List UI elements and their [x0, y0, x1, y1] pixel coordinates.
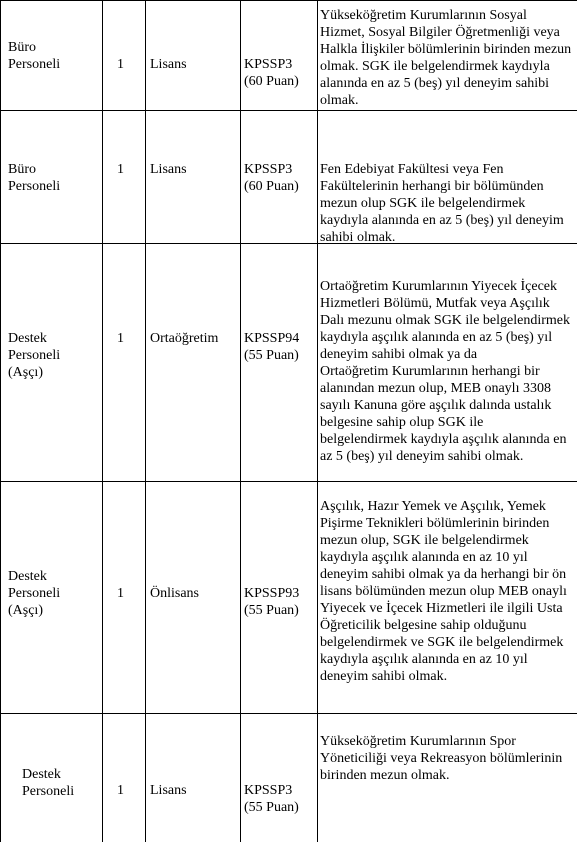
position-count: 1	[117, 331, 124, 346]
position-title: Büro Personeli	[8, 162, 61, 194]
education-level: Ortaöğretim	[150, 331, 219, 346]
table-row	[0, 713, 577, 842]
table-row	[0, 110, 577, 244]
table-row	[0, 481, 577, 714]
kpss-score: KPSSP3 (60 Puan)	[244, 57, 299, 89]
position-count: 1	[117, 57, 124, 72]
requirements-text: Fen Edebiyat Fakültesi veya Fen Fakültelerinin herhangi bir bölümünden mezun olup SGK ile belgelendirmek kaydıyla alanında en az 5 (beş) yıl deneyim sahibi olmak.	[320, 162, 564, 245]
kpss-score: KPSSP94 (55 Puan)	[244, 331, 300, 363]
education-level: Lisans	[150, 162, 187, 177]
education-level: Önlisans	[150, 586, 199, 601]
requirements-text: Yükseköğretim Kurumlarının Sosyal Hizmet, Sosyal Bilgiler Öğretmenliği veya Halkla İlişkiler bölümlerinin birinden mezun olmak. SGK ile belgelendirmek kaydıyla alanında en az 5 (beş) yıl deneyim sahibi olmak.	[320, 8, 572, 108]
position-title: Destek Personeli (Aşçı)	[8, 569, 61, 618]
kpss-score: KPSSP93 (55 Puan)	[244, 586, 300, 618]
kpss-score: KPSSP3 (55 Puan)	[244, 783, 299, 815]
requirements-text: Aşçılık, Hazır Yemek ve Aşçılık, Yemek Pişirme Teknikleri bölümlerinin birinden mezun olup, SGK ile belgelendirmek kaydıyla aşçılık alanında en az 10 yıl deneyim sahibi olmak ya da herhangi bir ön lisans bölümünden mezun olup MEB onaylı Yiyecek ve İçecek Hizmetleri ile ilgili Usta Öğreticilik belgesine sahip olduğunu belgelendirmek ve SGK ile belgelendirmek kaydıyla aşçılık alanında en az 10 yıl deneyim sahibi olmak.	[320, 499, 567, 684]
requirements-text: Ortaöğretim Kurumlarının Yiyecek İçecek Hizmetleri Bölümü, Mutfak veya Aşçılık Dalı mezunu olmak SGK ile belgelendirmek kaydıyla aşçılık alanında en az 5 (beş) yıl deneyim sahibi olmak ya da Ortaöğretim Kurumlarının herhangi bir alanından mezun olup, MEB onaylı 3308 sayılı Kanuna göre aşçılık dalında ustalık belgesine sahip olup SGK ile belgelendirmek kaydıyla aşçılık alanında en az 5 (beş) yıl deneyim sahibi olmak.	[320, 279, 570, 464]
position-count: 1	[117, 162, 124, 177]
education-level: Lisans	[150, 57, 187, 72]
education-level: Lisans	[150, 783, 187, 798]
kpss-score: KPSSP3 (60 Puan)	[244, 162, 299, 194]
position-title: Destek Personeli	[22, 767, 75, 799]
requirements-text: Yükseköğretim Kurumlarının Spor Yöneticiliği veya Rekreasyon bölümlerinin birinden mezun olmak.	[320, 734, 563, 783]
table-row	[0, 243, 577, 482]
position-count: 1	[117, 586, 124, 601]
position-count: 1	[117, 783, 124, 798]
position-title: Destek Personeli (Aşçı)	[8, 331, 61, 380]
position-title: Büro Personeli	[8, 40, 61, 72]
table-row	[0, 0, 577, 111]
